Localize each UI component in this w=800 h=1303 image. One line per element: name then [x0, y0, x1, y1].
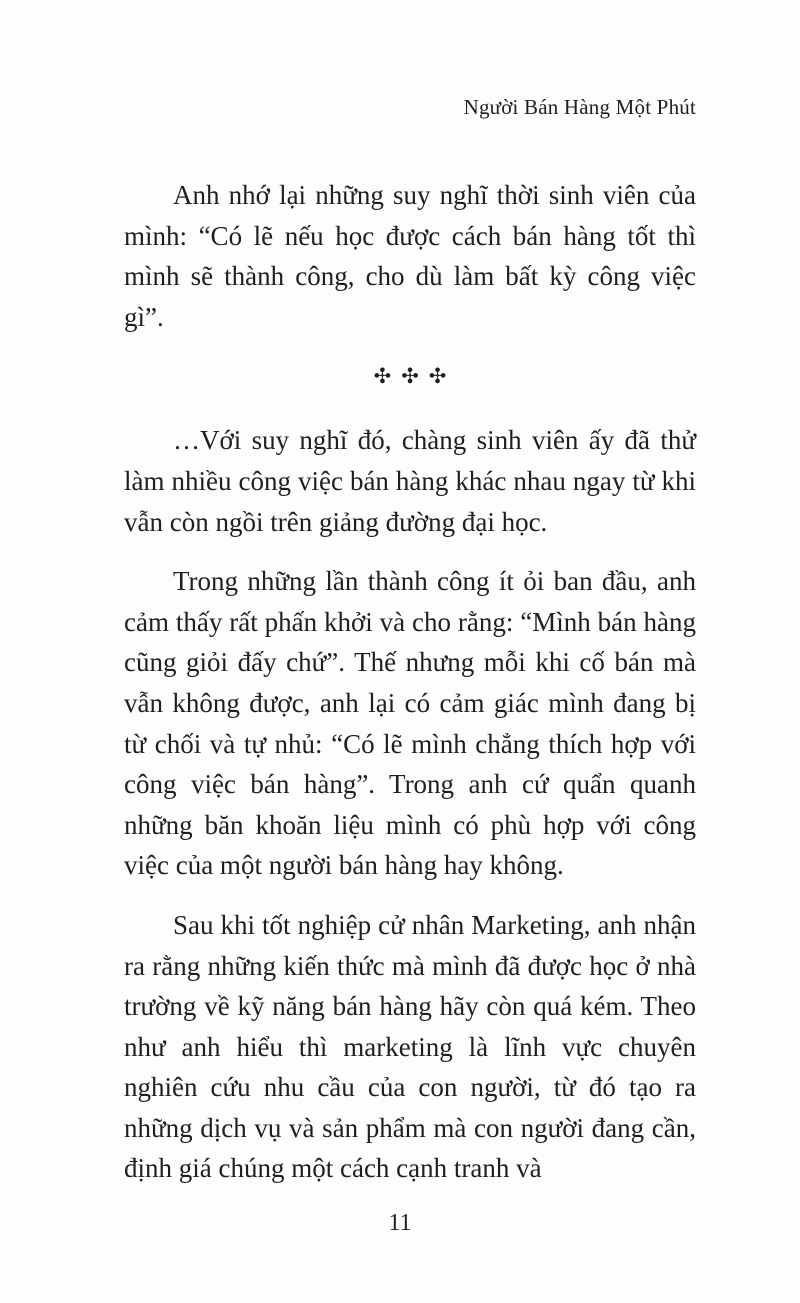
paragraph: …Với suy nghĩ đó, chàng sinh viên ấy đã thử làm nhiều công việc bán hàng khác nhau ngay từ khi vẫn còn ngồi trên giảng đường đại học.: [124, 425, 696, 537]
paragraph: Trong những lần thành công ít ỏi ban đầu, anh cảm thấy rất phấn khởi và cho rằng: “Mình bán hàng cũng giỏi đấy chứ”. Thế nhưng mỗi khi cố bán mà vẫn không được, anh lại có cảm giác mình đang bị từ chối và tự nhủ: “Có lẽ mình chẳng thích hợp với công việc bán hàng”. Trong anh cứ quẩn quanh những băn khoăn liệu mình có phù hợp với công việc của một người bán hàng hay không.: [124, 566, 696, 881]
page-number: 11: [388, 1210, 412, 1236]
paragraph: Sau khi tốt nghiệp cử nhân Marketing, anh nhận ra rằng những kiến thức mà mình đã được học ở nhà trường về kỹ năng bán hàng hãy còn quá kém. Theo như anh hiểu thì marketing là lĩnh vực chuyên nghiên cứu nhu cầu của con người, từ đó tạo ra những dịch vụ và sản phẩm mà con người đang cần, định giá chúng một cách cạnh tranh và: [124, 909, 696, 1184]
section-break-ornament: ✣✣✣: [373, 364, 457, 389]
body-text: [124, 175, 696, 1189]
running-header: Người Bán Hàng Một Phút: [463, 95, 696, 119]
paragraph: Anh nhớ lại những suy nghĩ thời sinh viên của mình: “Có lẽ nếu học được cách bán hàng tốt thì mình sẽ thành công, cho dù làm bất kỳ công việc gì”.: [124, 180, 696, 332]
